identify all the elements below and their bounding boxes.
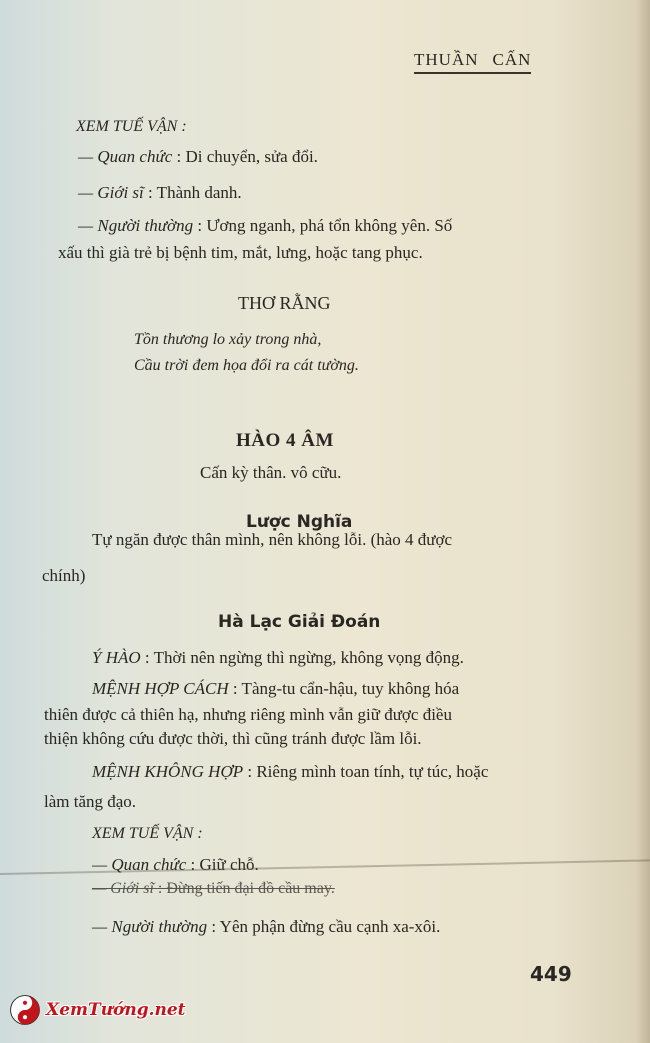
line-gioi-si (78, 183, 242, 203)
text-menh-hop: : Tàng-tu cẩn-hậu, tuy không hóa (232, 679, 460, 698)
line-y-hao (92, 648, 464, 668)
text-nguoi-thuong: : Ương nganh, phá tổn không yên. Số (197, 216, 453, 235)
text-quan-chuc: : Di chuyển, sửa đổi. (176, 147, 318, 166)
label-nguoi-thuong-2: — Người thường (92, 917, 208, 936)
label-y-hao: Ý HÀO (92, 648, 141, 667)
label-gioi-si: — Giới sĩ (78, 183, 144, 202)
watermark-text: XemTướng.net (46, 1000, 186, 1020)
text-gioi-si: : Thành danh. (148, 183, 242, 202)
text-quan-chuc-2: : Giữ chỗ. (190, 855, 259, 874)
luoc-nghia-line-1: Tự ngăn được thân mình, nên không lỗi. (hào 4 được (92, 530, 453, 549)
poem-line-1: Tồn thương lo xảy trong nhà, (134, 331, 322, 348)
text-nguoi-thuong-2: : Yên phận đừng cầu cạnh xa-xôi. (211, 917, 441, 936)
yin-yang-icon (10, 995, 40, 1025)
section-title-tho-rang: THƠ RẰNG (238, 293, 331, 313)
label-menh-khong-hop: MỆNH KHÔNG HỢP (92, 762, 244, 781)
header-right: CẤN (492, 50, 532, 69)
line-nguoi-thuong-2 (92, 917, 440, 937)
page-number: 449 (530, 962, 572, 986)
section-title-luoc-nghia: Lược Nghĩa (246, 512, 353, 532)
line-gioi-si-2 (92, 880, 335, 898)
section-title-xem-tue-van: XEM TUẾ VẬN : (76, 118, 187, 135)
line-nguoi-thuong-cont: xấu thì già trẻ bị bệnh tim, mắt, lưng, hoặc tang phục. (58, 243, 423, 262)
label-quan-chuc: — Quan chức (78, 147, 173, 166)
line-nguoi-thuong (78, 216, 452, 236)
label-menh-hop: MỆNH HỢP CÁCH (92, 679, 229, 698)
section-title-xem-tue-van-2: XEM TUẾ VẬN : (92, 825, 203, 842)
menh-hop-line-3: thiện không cứu được thời, thì cũng tránh được lầm lỗi. (44, 729, 422, 748)
line-menh-hop (92, 679, 459, 699)
running-header (414, 50, 531, 74)
text-y-hao: : Thời nên ngừng thì ngừng, không vọng động. (144, 648, 464, 667)
page-edge-shadow (636, 0, 650, 1043)
poem-line-2: Cầu trời đem họa đổi ra cát tường. (134, 357, 359, 374)
section-title-ha-lac: Hà Lạc Giải Đoán (218, 612, 381, 632)
header-left: THUẦN (414, 50, 479, 69)
text-menh-khong-hop: : Riêng mình toan tính, tự túc, hoặc (247, 762, 489, 781)
section-title-hao: HÀO 4 ÂM (236, 430, 334, 451)
label-quan-chuc-2: — Quan chức (92, 855, 187, 874)
luoc-nghia-line-2: chính) (42, 566, 86, 585)
label-nguoi-thuong: — Người thường (78, 216, 194, 235)
menh-hop-line-2: thiên được cả thiên hạ, nhưng riêng mình vẫn giữ được điều (44, 705, 452, 724)
hao-text: Cấn kỳ thân. vô cữu. (200, 463, 342, 482)
menh-khong-hop-line-2: làm tăng đạo. (44, 792, 137, 811)
line-quan-chuc (78, 147, 318, 167)
watermark-logo (10, 992, 186, 1028)
line-menh-khong-hop (92, 762, 488, 782)
text-gioi-si-2: : Đừng tiến đại đồ cầu may. (157, 880, 335, 897)
label-gioi-si-2: — Giới sĩ (92, 880, 154, 897)
